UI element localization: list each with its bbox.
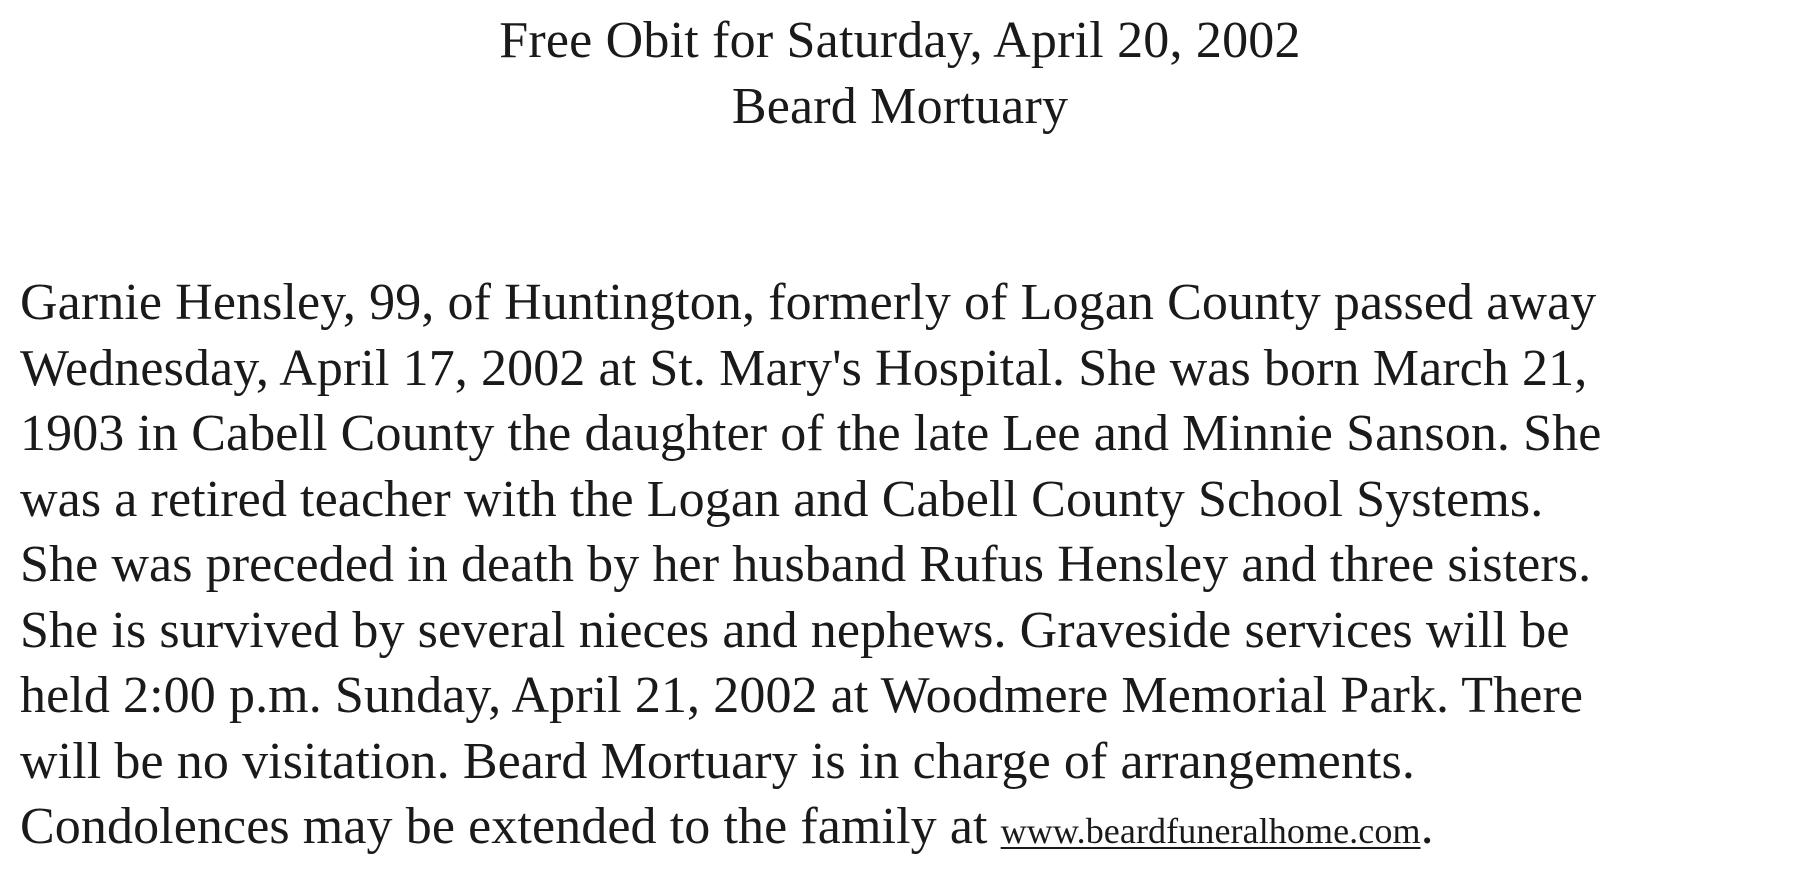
obituary-line: 1903 in Cabell County the daughter of the late Lee and Minnie Sanson. She (20, 405, 1602, 462)
obituary-line: She was preceded in death by her husband Rufus Hensley and three sisters. (20, 536, 1592, 593)
obituary-line: Garnie Hensley, 99, of Huntington, formerly of Logan County passed away (20, 274, 1597, 331)
condolences-text: Condolences may be extended to the family at (20, 798, 1001, 855)
obituary-line: held 2:00 p.m. Sunday, April 21, 2002 at Woodmere Memorial Park. There (20, 667, 1584, 724)
mortuary-name: Beard Mortuary (731, 78, 1069, 135)
period: . (1420, 798, 1434, 855)
obituary-header (0, 8, 1800, 140)
obituary-body (20, 270, 1795, 865)
obituary-line: She is survived by several nieces and nephews. Graveside services will be (20, 601, 1570, 659)
obituary-line: was a retired teacher with the Logan and Cabell County School Systems. (20, 470, 1544, 528)
page-title: Free Obit for Saturday, April 20, 2002 (499, 12, 1301, 69)
obituary-last-line (20, 794, 1795, 865)
funeral-home-website-link[interactable]: www.beardfuneralhome.com (1000, 811, 1421, 851)
obituary-line: will be no visitation. Beard Mortuary is in charge of arrangements. (20, 732, 1415, 790)
obituary-line: Wednesday, April 17, 2002 at St. Mary's Hospital. She was born March 21, (20, 339, 1588, 397)
